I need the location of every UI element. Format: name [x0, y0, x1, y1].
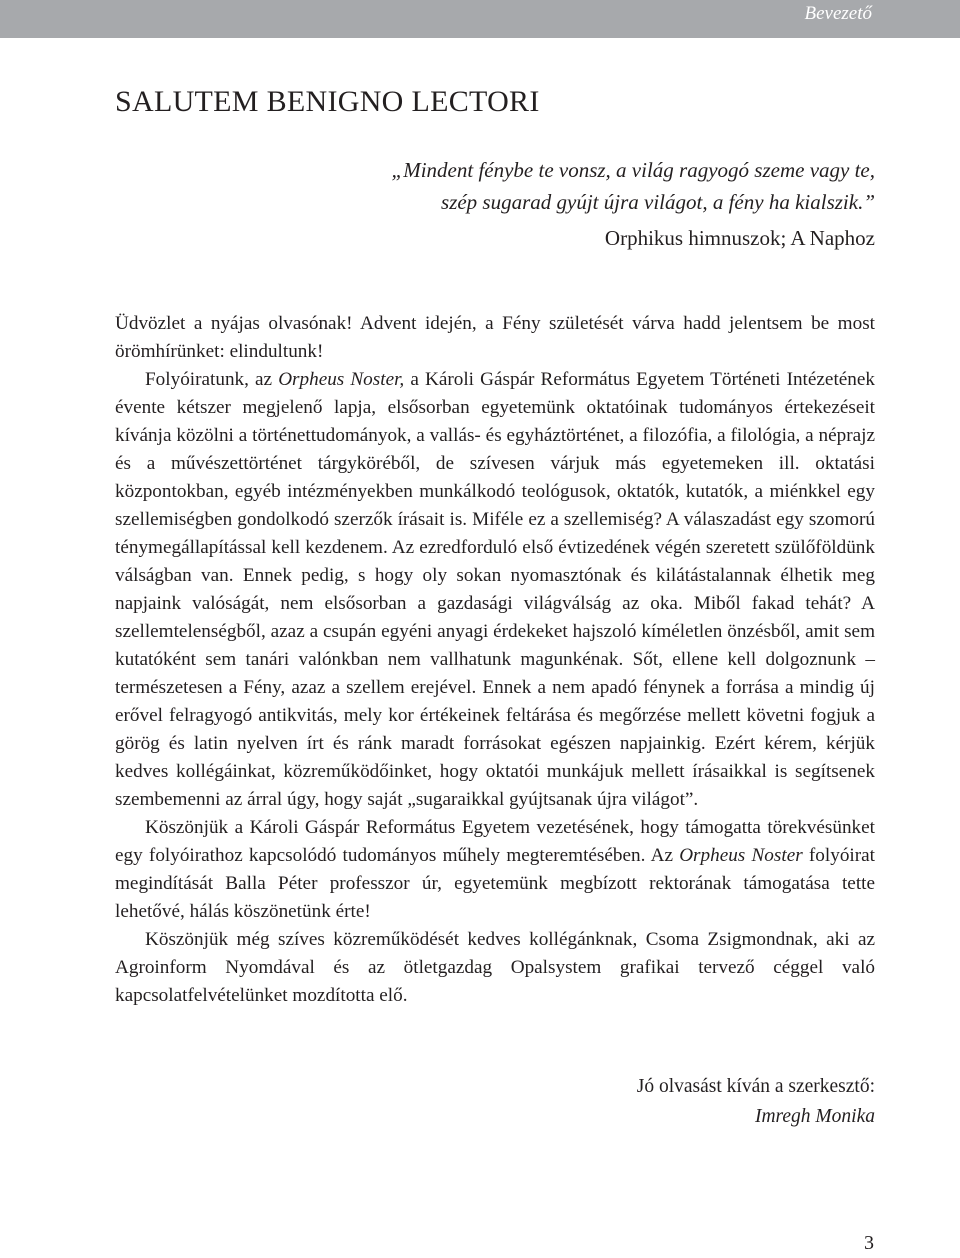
paragraph-journal [115, 366, 875, 814]
journal-title: Orpheus Noster [679, 845, 803, 866]
header-bar [0, 0, 960, 38]
paragraph-thanks-university [115, 814, 875, 926]
paragraph-journal-text-a: Folyóiratunk, az [145, 369, 279, 390]
section-label: Bevezető [804, 3, 872, 24]
page-number: 3 [864, 1232, 874, 1254]
motto-source: Orphikus himnuszok; A Naphoz [604, 226, 875, 250]
motto-line-1: „Mindent fénybe te vonsz, a világ ragyogó szeme vagy te, [391, 158, 875, 182]
body-text [115, 310, 875, 1010]
journal-title: Orpheus Noster, [278, 369, 405, 390]
signature-line: Jó olvasást kíván a szerkesztő: [636, 1076, 875, 1097]
signature-name: Imregh Monika [754, 1106, 875, 1127]
signature [637, 1072, 875, 1132]
paragraph-journal-text-b: a Károli Gáspár Református Egyetem Történeti Intézetének évente kétszer megjelenő lapja, elsősorban egyetemünk oktatóinak tudományos értekezéseit kívánja közölni a történettudományok, a vallás- és egyháztörténet, a filozófia, a filológia, a néprajz és a művészettörténet tárgyköréből, de szívesen várjuk más egyetemeken ill. oktatási központokban, egyéb intézményekben munkálkodó teológusok, oktatók, kutatók, a miénkkel egy szellemiségben gondolkodó szerzők írásait is. Miféle ez a szellemiség? A válaszadást egy szomorú ténymegállapítással kell kezdenem. Az ezredforduló első évtizedének végén szeretett szülőföldünk válságban van. Ennek pedig, s hogy oly sokan nyomasztónak és kilátástalannak élhetik meg napjaink valóságát, nem elsősorban a gazdasági világválság az oka. Miből fakad tehát? A szellemtelenségből, azaz a csupán egyéni anyagi érdekeket hajszoló kíméletlen önzésből, amit sem kutatóként sem tanári valónkban nem vallhatunk magunkénak. Sőt, ellene kell dolgoznunk – természetesen a Fény, azaz a szellem erejével. Ennek a nem apadó fénynek a forrása a mindig új erővel felragyogó antikvitás, mely kor értékeinek feltárása és megőrzése mellett követni fogjuk a görög és latin nyelven írt és ránk maradt forrásokat egészen napjainkig. Ezért kérem, kérjük kedves kollégáinkat, közreműködőinket, hogy oktatói munkájuk mellett írásaikkal is segítsenek szembemenni az árral úgy, hogy saját „sugaraikkal gyújtsanak újra világot”. [115, 369, 875, 810]
motto-line-2: szép sugarad gyújt újra világot, a fény ha kialszik.” [441, 190, 875, 214]
paragraph-greeting: Üdvözlet a nyájas olvasónak! Advent idején, a Fény születését várva hadd jelentsem be most örömhírünket: elindultunk! [115, 313, 875, 362]
paragraph-thanks-colleague: Köszönjük még szíves közreműködését kedves kollégánknak, Csoma Zsigmondnak, aki az Agroinform Nyomdával és az ötletgazdag Opalsystem grafikai tervező céggel való kapcsolatfelvételünket mozdította elő. [115, 929, 875, 1006]
paragraph-thanks-text-a: Köszönjük a Károli Gáspár Református Egyetem vezetésének, hogy támogatta törekvésünket egy folyóirathoz kapcsolódó tudományos műhely megteremtésében. Az [115, 817, 875, 866]
page-title: SALUTEM BENIGNO LECTORI [115, 85, 540, 118]
motto [175, 154, 875, 254]
paragraph-thanks-text-b: folyóirat megindítását Balla Péter professzor úr, egyetemünk megbízott rektorának támogatása tette lehetővé, hálás köszönetünk érte! [115, 845, 875, 922]
